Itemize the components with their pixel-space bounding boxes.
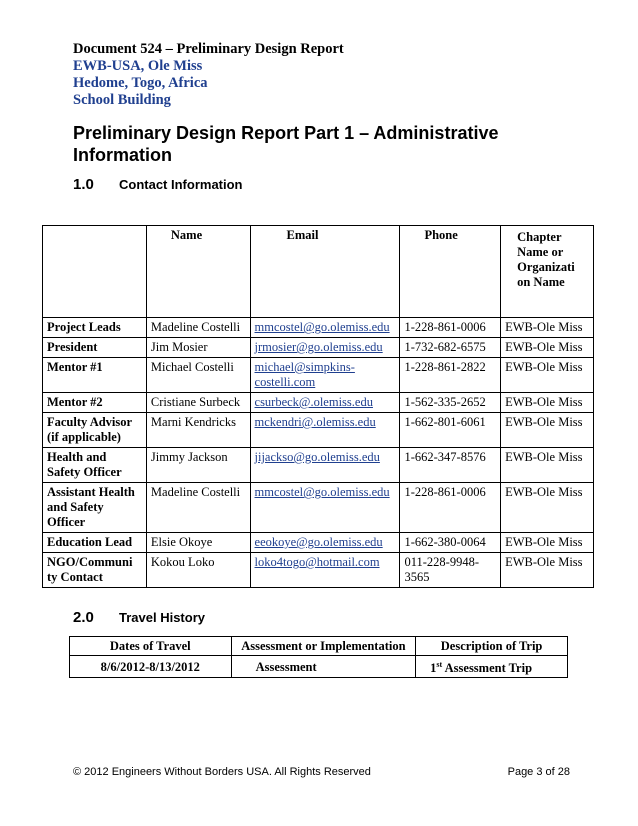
name-cell: Michael Costelli	[146, 358, 250, 393]
email-link[interactable]: eeokoye@go.olemiss.edu	[254, 535, 383, 549]
email-link[interactable]: mckendri@.olemiss.edu	[254, 415, 376, 429]
table-row	[43, 338, 594, 358]
header-cell: Name	[146, 226, 250, 318]
name-cell: Madeline Costelli	[146, 318, 250, 338]
chapter-cell: EWB-Ole Miss	[501, 338, 594, 358]
phone-cell: 011-228-9948-3565	[400, 553, 501, 588]
ordinal-suffix: st	[436, 660, 443, 669]
doc-title-line: Document 524 – Preliminary Design Report	[73, 41, 344, 57]
header-cell: Assessment or Implementation	[231, 637, 416, 656]
role-cell: Mentor #2	[43, 393, 147, 413]
phone-cell: 1-228-861-0006	[400, 318, 501, 338]
email-cell	[250, 318, 400, 338]
header-cell: Email	[250, 226, 400, 318]
chapter-cell: EWB-Ole Miss	[501, 393, 594, 413]
table-row	[43, 448, 594, 483]
phone-cell: 1-228-861-0006	[400, 483, 501, 533]
role-cell: Education Lead	[43, 533, 147, 553]
table-row	[43, 483, 594, 533]
name-cell: Kokou Loko	[146, 553, 250, 588]
role-cell: Faculty Advisor (if applicable)	[43, 413, 147, 448]
email-cell	[250, 553, 400, 588]
table-header-row	[70, 637, 568, 656]
phone-cell: 1-562-335-2652	[400, 393, 501, 413]
type-cell: Assessment	[231, 656, 416, 678]
email-cell	[250, 448, 400, 483]
page-title: Preliminary Design Report Part 1 – Administrative Information	[73, 123, 499, 165]
dates-cell: 8/6/2012-8/13/2012	[70, 656, 232, 678]
chapter-cell: EWB-Ole Miss	[501, 358, 594, 393]
phone-cell: 1-662-380-0064	[400, 533, 501, 553]
header-cell: Chapter Name or Organizati on Name	[501, 226, 594, 318]
email-cell	[250, 393, 400, 413]
description-text: Assessment Trip	[442, 661, 533, 676]
header-cell: Dates of Travel	[70, 637, 232, 656]
header-cell: Phone	[400, 226, 501, 318]
role-cell: Assistant Health and Safety Officer	[43, 483, 147, 533]
name-cell: Madeline Costelli	[146, 483, 250, 533]
name-cell: Elsie Okoye	[146, 533, 250, 553]
chapter-cell: EWB-Ole Miss	[501, 448, 594, 483]
table-row	[43, 553, 594, 588]
email-link[interactable]: jijackso@go.olemiss.edu	[254, 450, 380, 464]
name-cell: Jimmy Jackson	[146, 448, 250, 483]
phone-cell: 1-662-347-8576	[400, 448, 501, 483]
email-link[interactable]: michael@simpkins-costelli.com	[254, 360, 355, 389]
name-cell: Marni Kendricks	[146, 413, 250, 448]
table-row	[70, 656, 568, 678]
chapter-cell: EWB-Ole Miss	[501, 483, 594, 533]
travel-table	[69, 636, 568, 678]
header-cell: Description of Trip	[416, 637, 568, 656]
email-cell	[250, 533, 400, 553]
name-cell: Jim Mosier	[146, 338, 250, 358]
ordinal-number: 1	[430, 661, 437, 676]
section-label: Contact Information	[119, 177, 243, 192]
email-link[interactable]: mmcostel@go.olemiss.edu	[254, 485, 390, 499]
table-row	[43, 393, 594, 413]
table-row	[43, 318, 594, 338]
role-cell: Project Leads	[43, 318, 147, 338]
chapter-line: EWB-USA, Ole Miss	[73, 58, 203, 74]
description-cell	[416, 656, 568, 678]
chapter-cell: EWB-Ole Miss	[501, 318, 594, 338]
email-cell	[250, 483, 400, 533]
email-link[interactable]: jrmosier@go.olemiss.edu	[254, 340, 383, 354]
table-header-row	[43, 226, 594, 318]
section-number: 2.0	[73, 609, 94, 626]
table-row	[43, 533, 594, 553]
document-header	[73, 41, 344, 109]
email-cell	[250, 358, 400, 393]
project-line: School Building	[73, 92, 171, 108]
section-label: Travel History	[119, 610, 205, 625]
email-cell	[250, 413, 400, 448]
section-number: 1.0	[73, 176, 94, 193]
name-cell: Cristiane Surbeck	[146, 393, 250, 413]
role-cell: Mentor #1	[43, 358, 147, 393]
page-number: Page 3 of 28	[507, 766, 570, 778]
section-2-heading	[73, 609, 205, 627]
page-footer	[73, 766, 570, 778]
copyright-text: © 2012 Engineers Without Borders USA. All Rights Reserved	[73, 766, 371, 778]
role-cell: President	[43, 338, 147, 358]
chapter-cell: EWB-Ole Miss	[501, 533, 594, 553]
email-link[interactable]: loko4togo@hotmail.com	[254, 555, 380, 569]
table-row	[43, 358, 594, 393]
phone-cell: 1-662-801-6061	[400, 413, 501, 448]
chapter-cell: EWB-Ole Miss	[501, 553, 594, 588]
email-cell	[250, 338, 400, 358]
location-line: Hedome, Togo, Africa	[73, 75, 208, 91]
role-cell: NGO/Communi ty Contact	[43, 553, 147, 588]
phone-cell: 1-732-682-6575	[400, 338, 501, 358]
table-row	[43, 413, 594, 448]
phone-cell: 1-228-861-2822	[400, 358, 501, 393]
email-link[interactable]: csurbeck@.olemiss.edu	[254, 395, 373, 409]
header-cell	[43, 226, 147, 318]
chapter-cell: EWB-Ole Miss	[501, 413, 594, 448]
contact-table	[42, 225, 594, 588]
role-cell: Health and Safety Officer	[43, 448, 147, 483]
section-1-heading	[73, 176, 243, 194]
email-link[interactable]: mmcostel@go.olemiss.edu	[254, 320, 390, 334]
